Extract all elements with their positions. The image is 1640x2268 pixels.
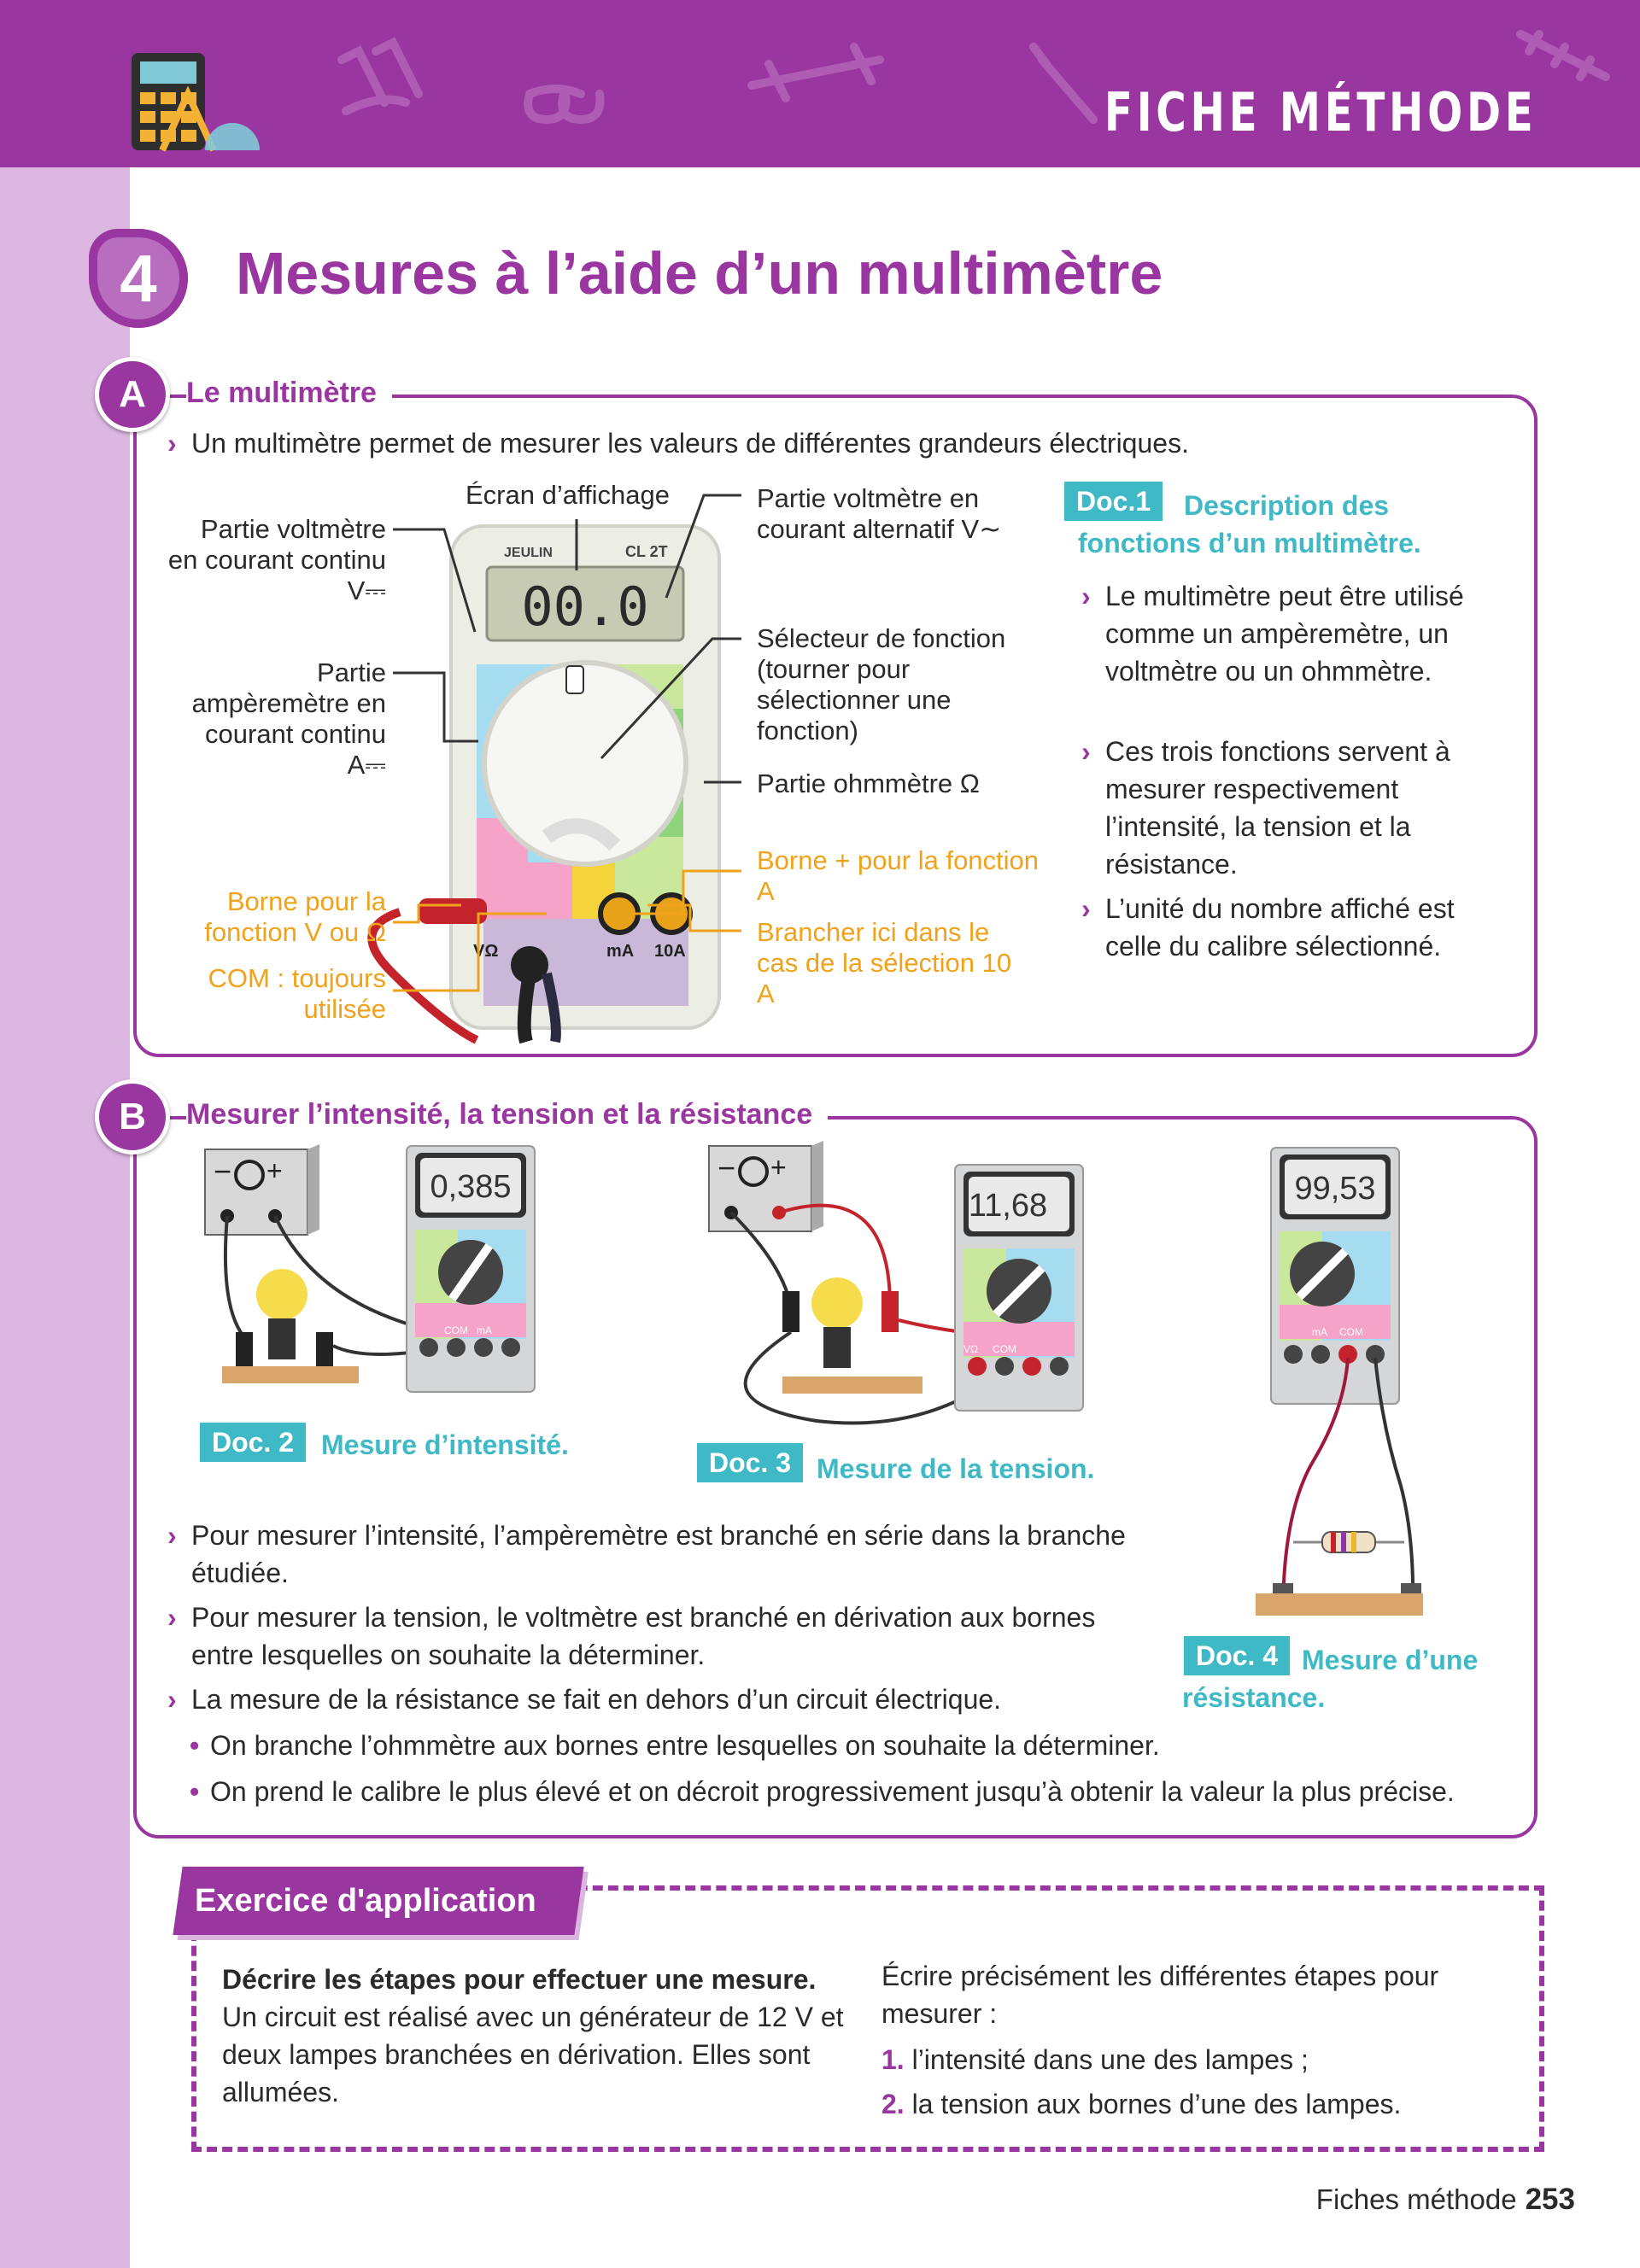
doc2-multimeter bbox=[403, 1144, 540, 1394]
doc1-badge: Doc.1 bbox=[1064, 482, 1163, 521]
doc1-point-2: › Ces trois fonctions servent à mesurer respectivement l’intensité, la tension et la résistance. bbox=[1105, 733, 1498, 883]
section-b-title: Mesurer l’intensité, la tension et la résistance bbox=[186, 1096, 828, 1133]
exercise-tab-label: Exercice d'application bbox=[195, 1883, 536, 1919]
exercise-question: Écrire précisément les différentes étapes pour mesurer : bbox=[882, 1961, 1439, 2029]
bullet-dot-icon: • bbox=[190, 1776, 200, 1807]
doc2-jack-com: COM bbox=[444, 1324, 468, 1336]
device-brand: JEULIN bbox=[504, 546, 553, 560]
chapter-number-badge: 4 bbox=[89, 229, 188, 328]
doc1-caption: Description des fonctions d’un multimètre. bbox=[1078, 490, 1421, 558]
label-voltmetre-continu: Partie voltmètre en courant continu V⎓ bbox=[167, 514, 386, 605]
doc4-jack-ma: mA bbox=[1312, 1326, 1327, 1338]
doc2-display: 0,385 bbox=[430, 1169, 512, 1205]
exercise-text: Un circuit est réalisé avec un générateur de 12 V et deux lampes branchées en dérivation. Elles sont allumées. bbox=[222, 2002, 844, 2107]
doc3-display: 11,68 bbox=[968, 1188, 1048, 1224]
bullet-dot-icon: • bbox=[190, 1730, 200, 1761]
jack-label-ma: mA bbox=[606, 942, 635, 961]
doc3-caption: Mesure de la tension. bbox=[817, 1453, 1095, 1484]
doc2-caption: Mesure d’intensité. bbox=[321, 1429, 569, 1460]
jack-label-10a: 10A bbox=[654, 942, 686, 961]
chevron-icon: › bbox=[1081, 893, 1091, 924]
section-a-title: Le multimètre bbox=[186, 374, 392, 412]
doc4-jack-com: COM bbox=[1339, 1326, 1363, 1338]
exercise-item-2: 2. la tension aux bornes d’une des lampes. bbox=[882, 2089, 1402, 2119]
header-title: FICHE MÉTHODE bbox=[1104, 81, 1538, 143]
label-ecran: Écran d’affichage bbox=[466, 480, 670, 510]
device-display: 00.0 bbox=[521, 576, 649, 638]
generator-minus: − bbox=[214, 1154, 232, 1189]
label-brancher-10a: Brancher ici dans le cas de la sélection 10 A bbox=[757, 917, 1012, 1008]
label-borne-plus: Borne + pour la fonction A bbox=[757, 845, 1040, 906]
chevron-icon: › bbox=[167, 428, 177, 459]
doc1-point-1: › Le multimètre peut être utilisé comme un ampèremètre, un voltmètre ou un ohmmètre. bbox=[1105, 577, 1498, 690]
doc3-jack-com: COM bbox=[993, 1343, 1016, 1355]
doc2-jack-ma: mA bbox=[477, 1324, 492, 1336]
doc4-circuit bbox=[1247, 1349, 1452, 1622]
section-b-badge: B bbox=[95, 1079, 170, 1154]
page-footer bbox=[1316, 2183, 1575, 2217]
generator-plus: + bbox=[770, 1152, 787, 1183]
doc3-badge: Doc. 3 bbox=[697, 1443, 803, 1482]
section-a-badge: A bbox=[95, 357, 170, 432]
doc4-caption: Mesure d’une résistance. bbox=[1182, 1645, 1479, 1713]
chevron-icon: › bbox=[1081, 581, 1091, 611]
device-model: CL 2T bbox=[625, 543, 668, 560]
chevron-icon: › bbox=[167, 1520, 177, 1551]
footer-label: Fiches méthode bbox=[1315, 2183, 1517, 2215]
doc1-point-3: › L’unité du nombre affiché est celle du calibre sélectionné. bbox=[1105, 890, 1498, 965]
section-b-point-1: › Pour mesurer l’intensité, l’ampèremètre est branché en série dans la branche étudiée. bbox=[191, 1517, 1165, 1592]
label-ohmmetre: Partie ohmmètre Ω bbox=[757, 769, 980, 798]
label-com: COM : toujours utilisée bbox=[208, 963, 386, 1024]
exercise-item-1: 1. l’intensité dans une des lampes ; bbox=[882, 2044, 1309, 2075]
jack-label-vohm: VΩ bbox=[473, 942, 499, 961]
label-selecteur: Sélecteur de fonction (tourner pour sélectionner une fonction) bbox=[757, 623, 1006, 745]
exercise-heading: Décrire les étapes pour effectuer une mesure. bbox=[222, 1964, 817, 1995]
chevron-icon: › bbox=[1081, 736, 1091, 767]
section-b-point-3: › La mesure de la résistance se fait en dehors d’un circuit électrique. bbox=[191, 1681, 1165, 1718]
page-title: Mesures à l’aide d’un multimètre bbox=[236, 240, 1163, 307]
chevron-icon: › bbox=[167, 1684, 177, 1715]
label-voltmetre-alternatif: Partie voltmètre en courant alternatif V∼ bbox=[757, 483, 1002, 544]
doc3-jack-vohm: VΩ bbox=[964, 1343, 978, 1355]
chevron-icon: › bbox=[167, 1602, 177, 1633]
section-b-subpoint-1: • On branche l’ohmmètre aux bornes entre lesquelles on souhaite la déterminer. bbox=[210, 1727, 1508, 1764]
label-borne-v-ohm: Borne pour la fonction V ou Ω bbox=[204, 886, 386, 947]
generator-minus: − bbox=[718, 1150, 736, 1185]
doc3-multimeter bbox=[952, 1163, 1088, 1412]
generator-plus: + bbox=[266, 1155, 283, 1186]
doc4-display: 99,53 bbox=[1294, 1171, 1376, 1207]
section-b-point-2: › Pour mesurer la tension, le voltmètre est branché en dérivation aux bornes entre lesquelles on souhaite la déterminer. bbox=[191, 1599, 1165, 1674]
page-number: 253 bbox=[1525, 2183, 1575, 2216]
label-amperemetre-continu: Partie ampèremètre en courant continu A⎓ bbox=[191, 658, 386, 780]
doc4-badge: Doc. 4 bbox=[1184, 1636, 1290, 1675]
section-b-subpoint-2: • On prend le calibre le plus élevé et on décroit progressivement jusqu’à obtenir la valeur la plus précise. bbox=[210, 1773, 1526, 1810]
section-a-intro: › Un multimètre permet de mesurer les valeurs de différentes grandeurs électriques. bbox=[191, 424, 1515, 462]
doc2-badge: Doc. 2 bbox=[200, 1423, 306, 1462]
